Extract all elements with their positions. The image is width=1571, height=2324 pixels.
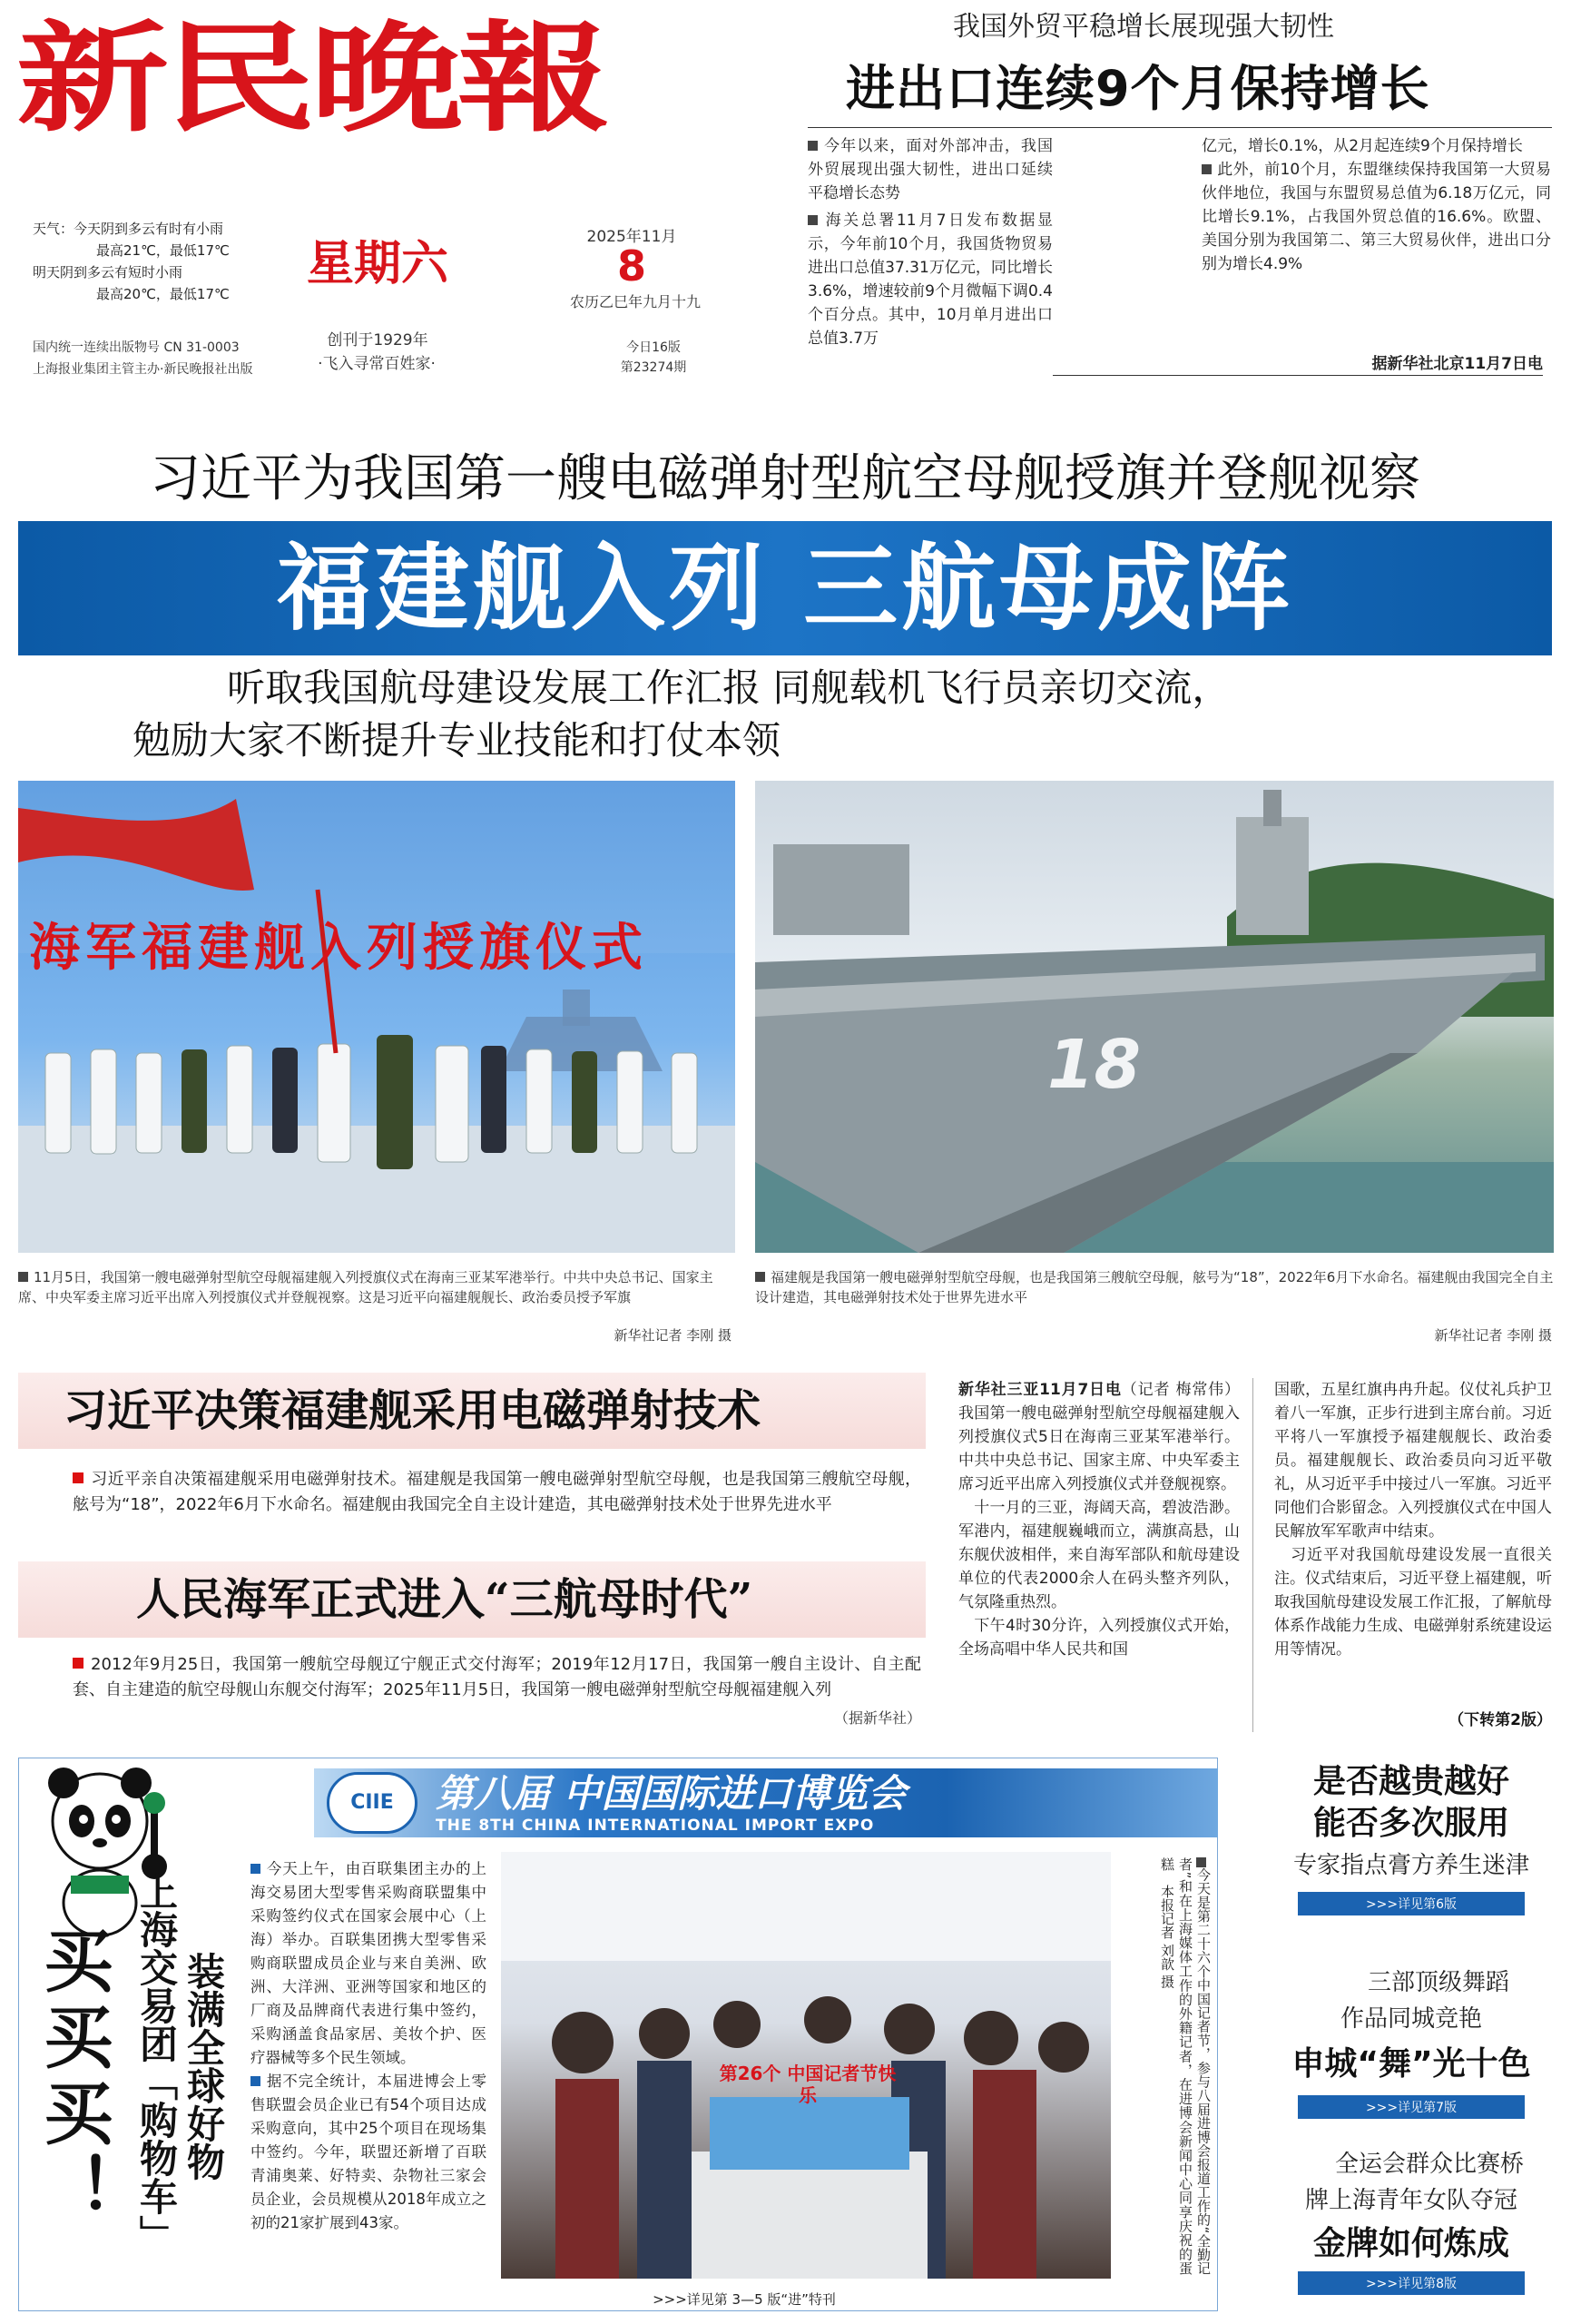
sidebar-item-2[interactable] bbox=[1271, 1965, 1552, 2119]
sidebar-link[interactable]: >>>详见第7版 bbox=[1298, 2095, 1525, 2119]
sidebar-sub: 全运会群众比赛桥 bbox=[1334, 2151, 1524, 2178]
photo1-caption: 11月5日，我国第一艘电磁弹射型航空母舰福建舰入列授旗仪式在海南三亚某军港举行。中共中央总书记、国家主席、中央军委主席习近平出席入列授旗仪式并登舰视察。这是习近平向福建舰舰长、政治委员授予军旗 bbox=[18, 1269, 713, 1305]
story2-headline: 人民海军正式进入“三航母时代” bbox=[136, 1574, 753, 1625]
date-day: 8 bbox=[616, 241, 646, 290]
lead-headline: 福建舰入列 三航母成阵 bbox=[276, 533, 1294, 644]
trade-col3: 亿元，增长0.1%，从2月起连续9个月保持增长 此外，前10个月，东盟继续保持我国第一大贸易伙伴地位，我国与东盟贸易总值为6.18万亿元，同比增长9.1%，占我国外贸总值的16.6%。欧盟、美国分别为我国第二、第三大贸易伙伴，进出口分别为增长4.9% bbox=[1202, 137, 1551, 273]
sidebar-head: 申城“舞”光十色 bbox=[1291, 2045, 1531, 2083]
today-pages: 今日16版 bbox=[626, 340, 681, 355]
turn-to-page: （下转第2版） bbox=[1448, 1711, 1552, 1729]
trade-col2: 海关总署11月7日发布数据显示，今年前10个月，我国货物贸易进出口总值37.31万亿元，同比增长3.6%，增速较前9个月微幅下调0.4个百分点。其中，10月单月进出口总值3.7万 bbox=[808, 212, 1053, 348]
expo-sub-head-b: 装满全球好物 bbox=[182, 1952, 226, 2181]
expo-banner-en: THE 8TH CHINA INTERNATIONAL IMPORT EXPO bbox=[436, 1817, 875, 1835]
cn-number: 国内统一连续出版物号 CN 31-0003 bbox=[33, 340, 240, 355]
sidebar-item-1[interactable] bbox=[1271, 1761, 1552, 1915]
carrier-photo bbox=[755, 781, 1554, 1253]
expo-see-more[interactable]: >>>详见第 3—5 版“进”特刊 bbox=[653, 2291, 836, 2308]
bullet-icon bbox=[808, 215, 818, 225]
weather-box bbox=[33, 218, 296, 305]
ceremony-photo bbox=[18, 781, 735, 1253]
weather-line: 最高21℃，最低17℃ bbox=[96, 242, 230, 259]
cake-text: 第26个 中国记者节快乐 bbox=[719, 2063, 897, 2106]
sidebar-head: 能否多次服用 bbox=[1312, 1805, 1509, 1842]
publisher-line: 上海报业集团主管主办·新民晚报社出版 bbox=[33, 362, 253, 377]
sidebar-item-3[interactable] bbox=[1271, 2146, 1552, 2295]
main-col1: 新华社三亚11月7日电（记者 梅常伟）我国第一艘电磁弹射型航空母舰福建舰入列授旗仪式5日在海南三亚某军港举行。中共中央总书记、国家主席、中央军委主席习近平出席入列授旗仪式并登舰视察。 十一月的三亚，海阔天高，碧波浩渺。军港内，福建舰巍峨而立，满旗高悬，山东舰伏波相伴，来自海军部队和航母建设单位的代表2000余人在码头整齐列队，气氛隆重热烈。 下午4时30分许，入列授旗仪式开始，全场高唱中华人民共和国 bbox=[958, 1381, 1240, 1659]
lead-kicker: 习近平为我国第一艘电磁弹射型航空母舰授旗并登舰视察 bbox=[150, 449, 1420, 508]
story1-headline: 习近平决策福建舰采用电磁弹射技术 bbox=[64, 1385, 761, 1436]
bullet-icon bbox=[1202, 164, 1212, 174]
trade-kicker: 我国外贸平稳增长展现强大韧性 bbox=[953, 11, 1334, 43]
sidebar-head: 金牌如何炼成 bbox=[1312, 2225, 1509, 2262]
expo-banner-title: 第八届 中国国际进口博览会 bbox=[436, 1771, 907, 1816]
expo-big-headline: 买买买！ bbox=[33, 1925, 113, 2230]
ceremony-banner-text: 海军福建舰入列授旗仪式 bbox=[29, 919, 648, 978]
trade-headline: 进出口连续9个月保持增长 bbox=[846, 60, 1430, 117]
weekday-badge: 星期六 bbox=[306, 236, 448, 291]
founded-text: 创刊于1929年 bbox=[327, 331, 428, 350]
caption-marker-icon bbox=[18, 1272, 28, 1282]
caption-marker-icon bbox=[1196, 1857, 1206, 1867]
main-col2: 国歌，五星红旗冉冉升起。仪仗礼兵护卫着八一军旗，正步行进到主席台前。习近平将八一军旗授予福建舰舰长、政治委员。福建舰舰长、政治委员向习近平敬礼，从习近平手中接过八一军旗。习近平同他们合影留念。入列授旗仪式在中国人民解放军军歌声中结束。 习近平对我国航母建设发展一直很关注。仪式结束后，习近平登上福建舰，听取我国航母建设发展工作汇报，了解航母体系作战能力生成、电磁弹射系统建设运用等情况。 bbox=[1274, 1381, 1552, 1659]
sidebar-sub: 牌上海青年女队夺冠 bbox=[1304, 2187, 1517, 2214]
photo2-caption: 福建舰是我国第一艘电磁弹射型航空母舰，也是我国第三艘航空母舰，舷号为“18”，2022年6月下水命名。福建舰由我国完全自主设计建造，其电磁弹射技术处于世界先进水平 bbox=[755, 1269, 1554, 1305]
photo2-credit: 新华社记者 李刚 摄 bbox=[1434, 1327, 1552, 1344]
sidebar-sub: 专家指点膏方养生迷津 bbox=[1292, 1852, 1529, 1879]
expo-sub-head-a: 上海交易团「购物车」 bbox=[134, 1872, 179, 2253]
weather-line: 天气：今天阴到多云有时有小雨 bbox=[33, 221, 224, 237]
ciie-logo: CIIE bbox=[327, 1772, 417, 1834]
sidebar-sub: 作品同城竞艳 bbox=[1340, 2005, 1482, 2033]
trade-source: 据新华社北京11月7日电 bbox=[1053, 350, 1543, 376]
bullet-icon bbox=[808, 141, 818, 151]
sidebar-link[interactable]: >>>详见第6版 bbox=[1298, 1892, 1525, 1915]
slogan-text: ·飞入寻常百姓家· bbox=[318, 355, 436, 373]
lunar-date: 农历乙巳年九月十九 bbox=[569, 293, 701, 310]
lead-subhead-2: 勉励大家不断提升专业技能和打仗本领 bbox=[133, 718, 781, 763]
photo-side-caption: 今天是第二十六个中国记者节，参与八届进博会报道工作的“全勤记者”和在上海媒体工作的外籍记者，在进博会新闻中心同享庆祝的蛋糕 本报记者 刘歆 摄 bbox=[1159, 1857, 1212, 2275]
ceremony-illustration bbox=[18, 781, 735, 1253]
weather-line: 最高20℃，最低17℃ bbox=[96, 286, 230, 302]
expo-text: 今天上午，由百联集团主办的上海交易团大型零售采购商联盟集中采购签约仪式在国家会展中心（上海）举办。百联集团携大型零售采购商联盟成员企业与来自美洲、欧洲、大洋洲、亚洲等国家和地区的厂商及品牌商代表进行集中签约，采购涵盖食品家居、美妆个护、医疗器械等多个民生领域。 据不完全统计，本届进博会上零售联盟会员企业已有54个项目达成采购意向，其中25个项目在现场集中签约。今年，联盟还新增了百联青浦奥莱、好特卖、杂物社三家会员企业，会员规模从2018年成立之初的21家扩展到43家。 bbox=[250, 1860, 486, 2231]
dateline: 新华社三亚11月7日电 bbox=[958, 1381, 1122, 1399]
sidebar-head: 是否越贵越好 bbox=[1312, 1763, 1509, 1800]
hull-number: 18 bbox=[1047, 1026, 1141, 1104]
date-year-month: 2025年11月 bbox=[586, 228, 677, 246]
lead-subhead-1: 听取我国航母建设发展工作汇报 同舰载机飞行员亲切交流， bbox=[227, 665, 1231, 710]
masthead-title: 新民晚報 bbox=[16, 7, 604, 149]
trade-col1: 今年以来，面对外部冲击，我国外贸展现出强大韧性，进出口延续平稳增长态势 bbox=[808, 137, 1053, 202]
issue-number: 第23274期 bbox=[620, 360, 687, 375]
carrier-illustration bbox=[755, 781, 1554, 1253]
bullet-icon bbox=[73, 1658, 83, 1669]
sidebar-link[interactable]: >>>详见第8版 bbox=[1298, 2271, 1525, 2295]
caption-marker-icon bbox=[755, 1272, 765, 1282]
bullet-icon bbox=[73, 1472, 83, 1483]
story1-body: 习近平亲自决策福建舰采用电磁弹射技术。福建舰是我国第一艘电磁弹射型航空母舰，也是我国第三艘航空母舰，舷号为“18”，2022年6月下水命名。福建舰由我国完全自主设计建造，其电磁弹射技术处于世界先进水平 bbox=[73, 1470, 921, 1514]
bullet-icon bbox=[250, 2076, 260, 2086]
story2-source: （据新华社） bbox=[833, 1709, 921, 1727]
weather-line: 明天阴到多云有短时小雨 bbox=[33, 264, 183, 281]
sidebar-sub: 三部顶级舞蹈 bbox=[1367, 1969, 1509, 1996]
photo1-credit: 新华社记者 李刚 摄 bbox=[614, 1327, 731, 1344]
bullet-icon bbox=[250, 1864, 260, 1874]
story2-body: 2012年9月25日，我国第一艘航空母舰辽宁舰正式交付海军；2019年12月17日，我国第一艘自主设计、自主配套、自主建造的航空母舰山东舰交付海军；2025年11月5日，我国第一艘电磁弹射型航空母舰福建舰入列 bbox=[73, 1655, 921, 1699]
journalists-photo bbox=[501, 1852, 1111, 2279]
